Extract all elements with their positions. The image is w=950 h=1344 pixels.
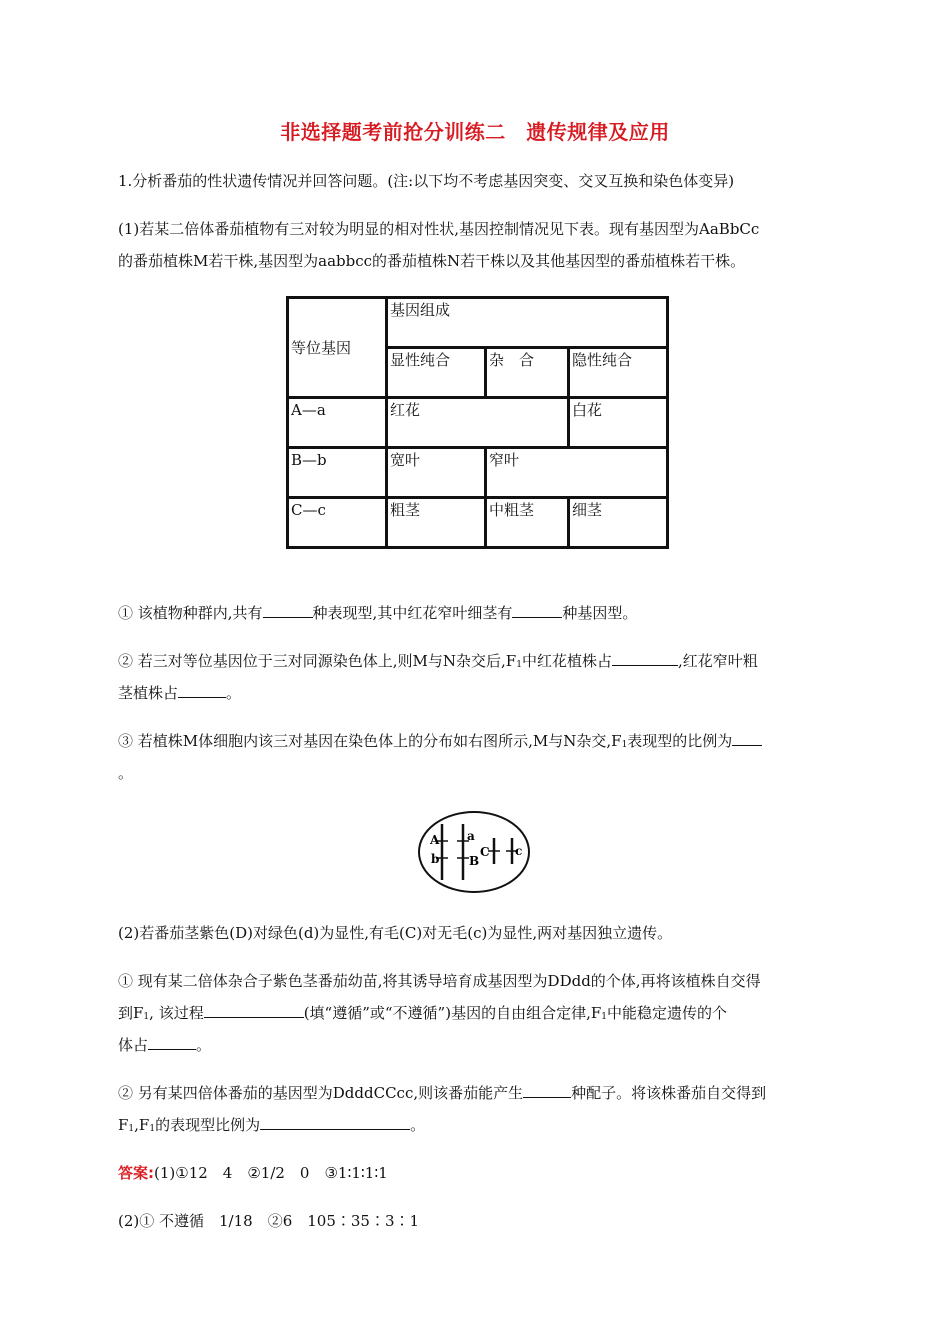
text: (填“遵循”或“不遵循”)基因的自由组合定律,F: [303, 1004, 602, 1022]
answer-blank[interactable]: [512, 601, 562, 618]
answer-blank[interactable]: [148, 1033, 196, 1050]
header-allele: 等位基因: [288, 298, 387, 398]
part2-intro: (2)若番茄茎紫色(D)对绿色(d)为显性,有毛(C)对无毛(c)为显性,两对基因独立遗传。: [118, 924, 673, 942]
answer-blank[interactable]: [263, 601, 313, 618]
answer-blank[interactable]: [260, 1113, 410, 1130]
label-b: b: [431, 852, 440, 866]
header-recessive: 隐性纯合: [569, 348, 668, 398]
subscript: 1: [143, 1012, 150, 1022]
text: ① 该植物种群内,共有: [118, 604, 263, 622]
text: 表现型的比例为: [627, 732, 733, 750]
label-a: a: [467, 829, 475, 843]
gene-table: [286, 296, 669, 549]
subscript: 1: [621, 740, 628, 750]
part2-q1-line2: [118, 998, 833, 1032]
text: ,红花窄叶粗: [677, 652, 758, 670]
answer-blank[interactable]: [732, 729, 762, 746]
label-B: B: [469, 854, 480, 868]
answer-blank[interactable]: [178, 681, 226, 698]
part1-line2: 的番茄植株M若干株,基因型为aabbcc的番茄植株N若干株以及其他基因型的番茄植株若干株。: [118, 252, 746, 270]
sub-question-3-line2: 。: [118, 764, 134, 782]
subscript: 1: [516, 660, 522, 670]
text: 。: [410, 1116, 426, 1134]
part2-q1-line1: ① 现有某二倍体杂合子紫色茎番茄幼苗,将其诱导培育成基因型为DDdd的个体,再将该植株自交得: [118, 972, 761, 990]
text: ③ 若植株M体细胞内该三对基因在染色体上的分布如右图所示,M与N杂交,F: [118, 732, 622, 750]
text: 。: [226, 684, 242, 702]
subscript: 1: [149, 1124, 156, 1134]
text: ② 另有某四倍体番茄的基因型为DdddCCcc,则该番茄能产生: [118, 1084, 524, 1102]
text: F: [118, 1116, 129, 1134]
text: 中红花植株占: [521, 652, 612, 670]
sub-question-3: [118, 726, 833, 760]
gene-cell: A—a: [288, 398, 387, 448]
answer-line2: (2)① 不遵循 1/18 ②6 105∶35∶3∶1: [118, 1212, 420, 1230]
text: , 该过程: [149, 1004, 204, 1022]
trait-cell: 红花: [387, 398, 569, 448]
part1-line1: (1)若某二倍体番茄植物有三对较为明显的相对性状,基因控制情况见下表。现有基因型为AaBbCc: [118, 220, 760, 238]
answer-blank[interactable]: [523, 1081, 571, 1098]
gene-cell: B—b: [288, 448, 387, 498]
sub-question-1: [118, 598, 833, 628]
header-heterozygous: 杂 合: [486, 348, 569, 398]
chromosome-diagram: [417, 810, 531, 894]
text: 体占: [118, 1036, 149, 1054]
part2-q2-line2: [118, 1110, 833, 1144]
text: 到F: [118, 1004, 144, 1022]
sub-question-2: [118, 646, 833, 680]
sub-question-2-line2: [118, 678, 833, 708]
page-title: 非选择题考前抢分训练二 遗传规律及应用: [280, 120, 670, 144]
text: 种配子。将该株番茄自交得到: [571, 1084, 767, 1102]
part2-q2-line1: [118, 1078, 833, 1108]
answer-blank[interactable]: [612, 649, 678, 666]
gene-cell: C—c: [288, 498, 387, 548]
text: ,F: [134, 1116, 150, 1134]
header-composition: 基因组成: [387, 298, 668, 348]
question-intro: 1.分析番茄的性状遗传情况并回答问题。(注:以下均不考虑基因突变、交叉互换和染色体变异): [118, 172, 735, 190]
label-C: C: [480, 845, 490, 859]
answer-label: 答案:: [118, 1164, 154, 1182]
text: 的表现型比例为: [155, 1116, 261, 1134]
trait-cell: 窄叶: [486, 448, 668, 498]
subscript: 1: [128, 1124, 135, 1134]
trait-cell: 细茎: [569, 498, 668, 548]
text: 茎植株占: [118, 684, 179, 702]
trait-cell: 中粗茎: [486, 498, 569, 548]
subscript: 1: [601, 1012, 607, 1022]
text: 。: [196, 1036, 212, 1054]
trait-cell: 白花: [569, 398, 668, 448]
answer-text: (1)①12 4 ②1/2 0 ③1∶1∶1∶1: [154, 1164, 388, 1182]
text: 中能稳定遗传的个: [607, 1004, 728, 1022]
label-c: c: [515, 844, 523, 858]
trait-cell: 粗茎: [387, 498, 486, 548]
answer-blank[interactable]: [204, 1001, 304, 1018]
header-dominant: 显性纯合: [387, 348, 486, 398]
text: 种表现型,其中红花窄叶细茎有: [312, 604, 513, 622]
answer-line1: [118, 1158, 833, 1188]
part2-q1-line3: [118, 1030, 833, 1060]
trait-cell: 宽叶: [387, 448, 486, 498]
text: 种基因型。: [562, 604, 638, 622]
text: ② 若三对等位基因位于三对同源染色体上,则M与N杂交后,F: [118, 652, 517, 670]
label-A: A: [430, 833, 440, 847]
